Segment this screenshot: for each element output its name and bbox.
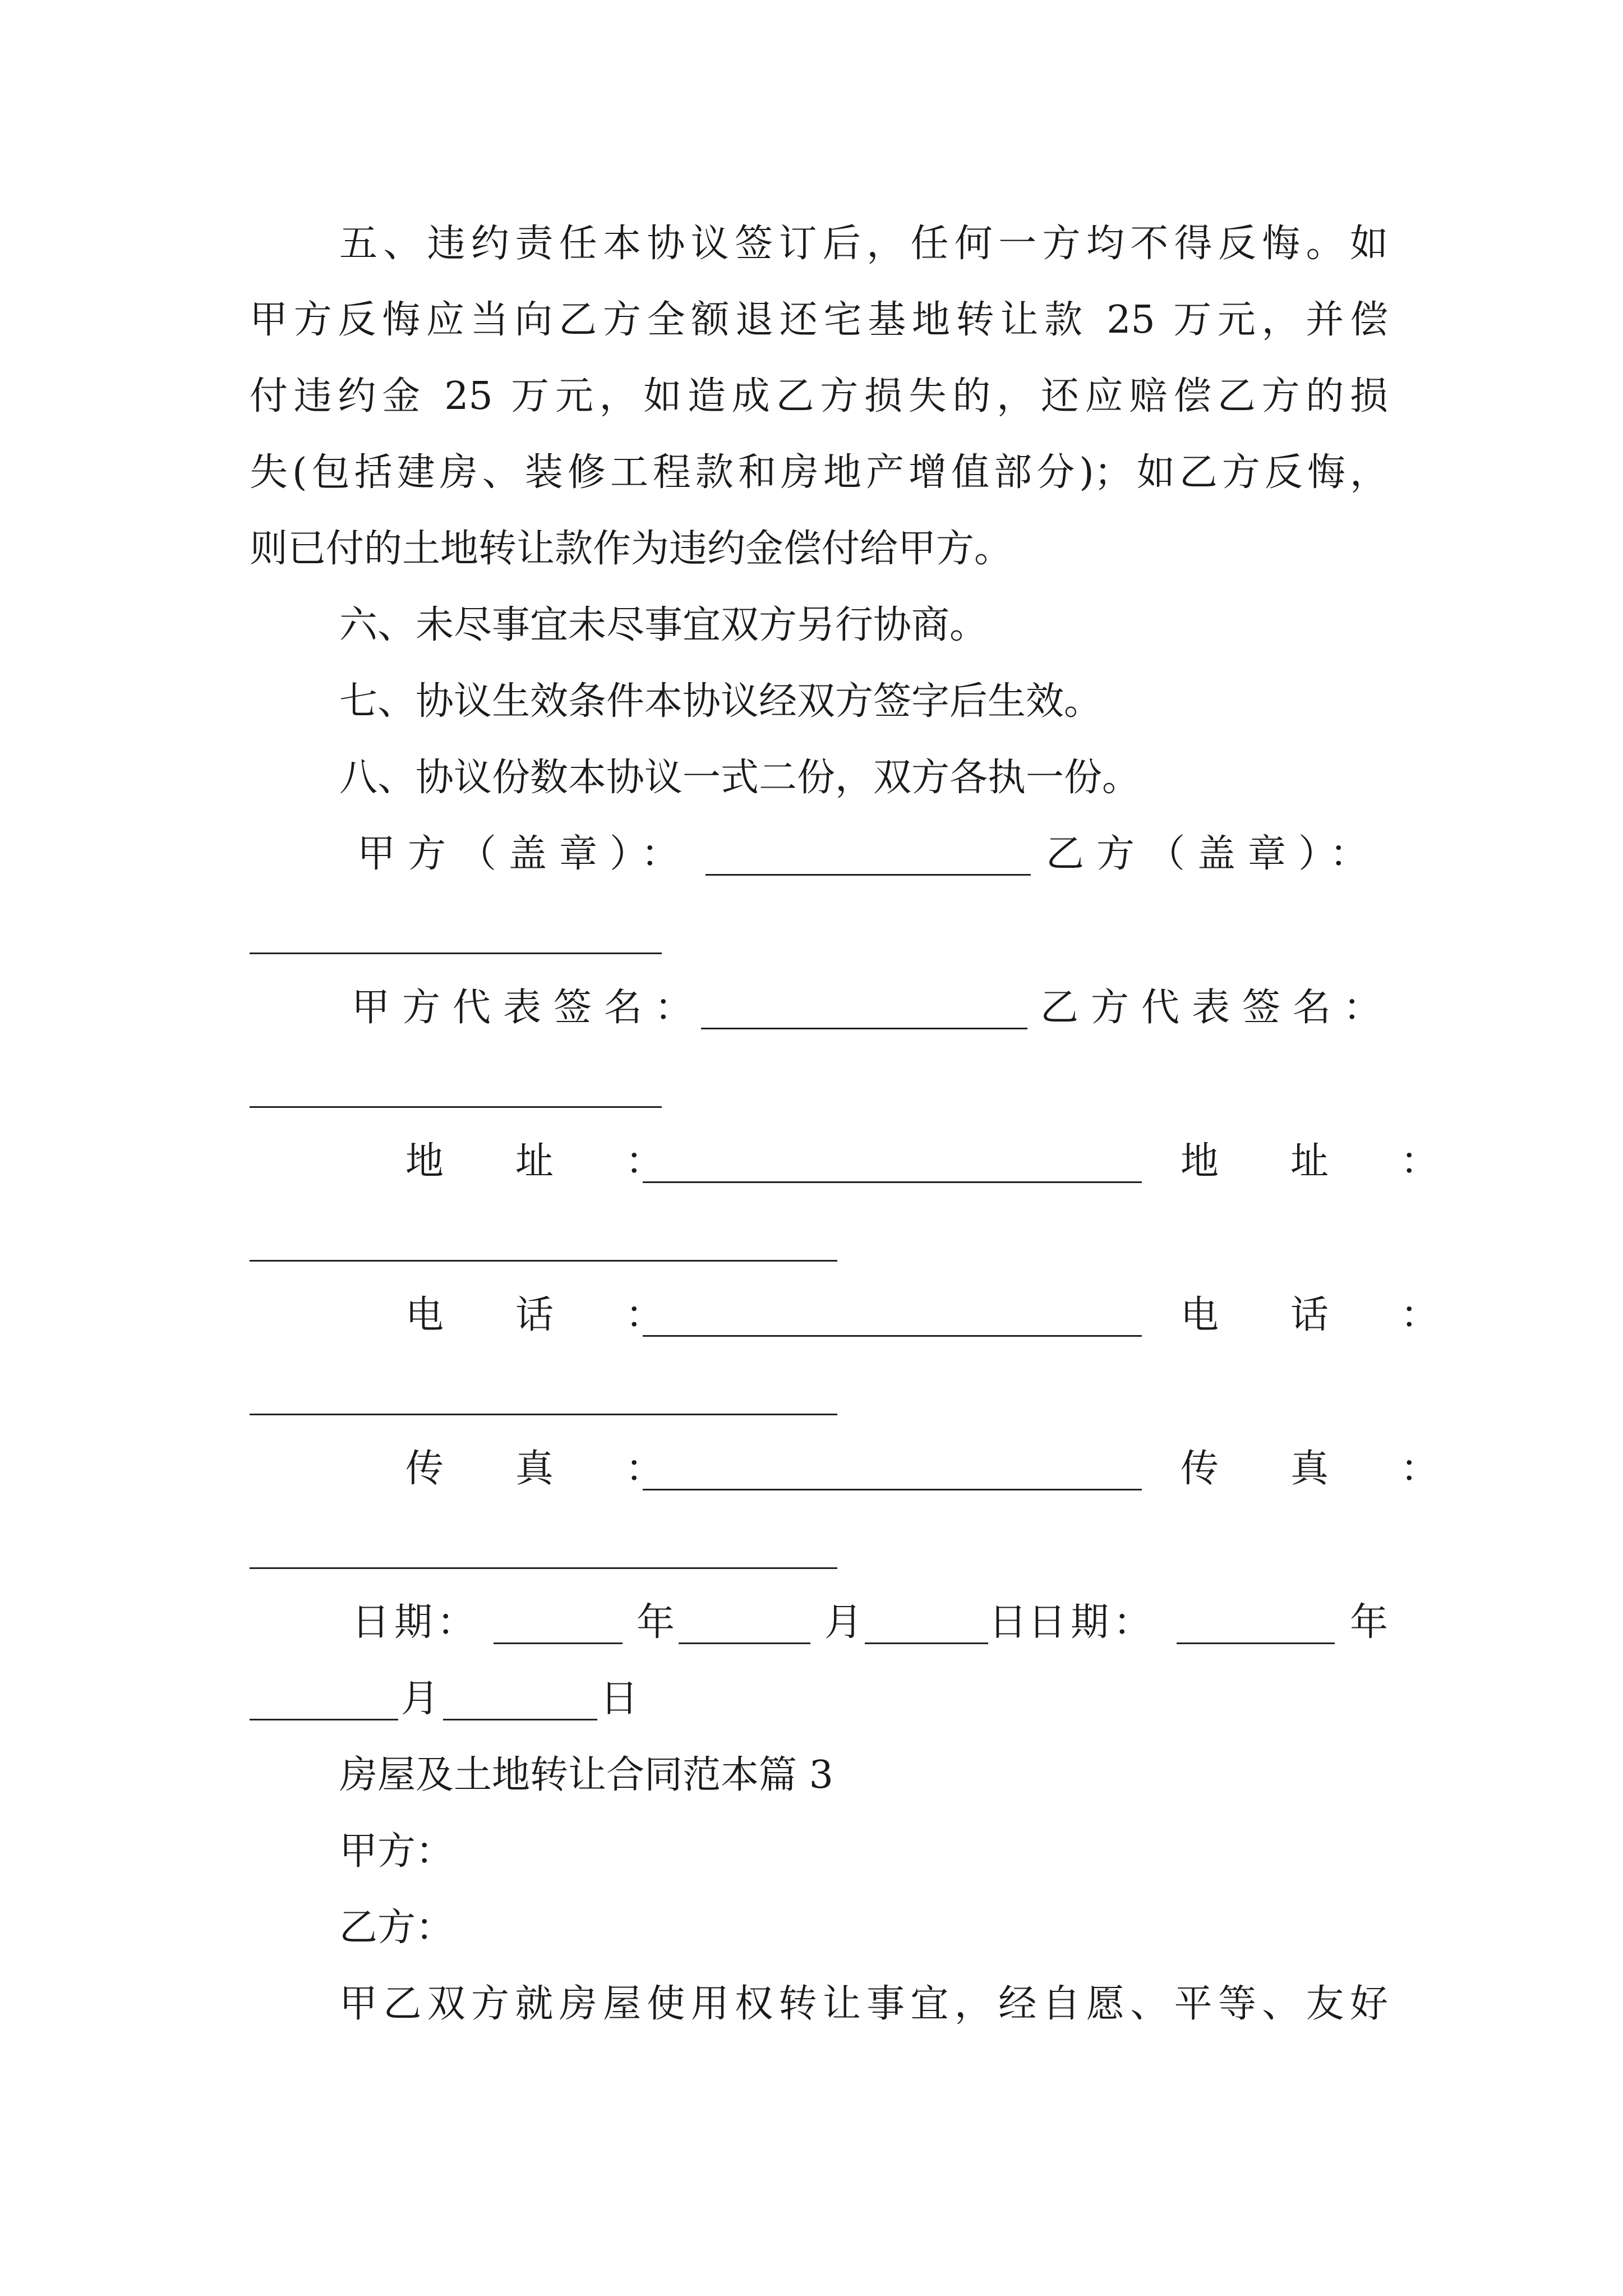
clause-8: 八、协议份数本协议一式二份，双方各执一份。 xyxy=(339,756,1141,800)
party-b-address-blank[interactable] xyxy=(250,1260,837,1262)
phone-row xyxy=(250,1290,1456,1341)
party-b-rep-label: 乙方代表签名： xyxy=(1040,986,1394,1030)
party-a-fax-blank[interactable] xyxy=(643,1489,1142,1490)
clause-5-line-5: 则已付的土地转让款作为违约金偿付给甲方。 xyxy=(250,527,1013,571)
party-a-rep-blank[interactable] xyxy=(701,1028,1027,1029)
date-b-day-blank[interactable] xyxy=(443,1719,597,1720)
seal-row xyxy=(250,829,1388,880)
party-b-fax-blank[interactable] xyxy=(250,1567,837,1569)
section-3-intro: 甲乙双方就房屋使用权转让事宜，经自愿、平等、友好 xyxy=(339,1982,1388,2026)
date-row xyxy=(250,1598,1388,1648)
party-a-phone-label: 电 话 ： xyxy=(405,1293,681,1337)
clause-5-line-4: 失(包括建房、装修工程款和房地产增值部分)；如乙方反悔， xyxy=(250,450,1388,495)
party-b-address-label: 地 址 ： xyxy=(1181,1139,1456,1184)
month-label-b: 月 xyxy=(401,1677,440,1721)
party-b-seal-blank[interactable] xyxy=(250,953,662,954)
year-label-b: 年 xyxy=(1350,1600,1389,1645)
address-row xyxy=(250,1137,1456,1187)
date-row-continued xyxy=(250,1674,1388,1724)
party-b-phone-label: 电 话 ： xyxy=(1181,1293,1456,1337)
party-b-seal-label: 乙方（盖章）： xyxy=(1046,832,1381,876)
date-a-month-blank[interactable] xyxy=(679,1642,810,1644)
fax-row xyxy=(250,1444,1456,1494)
section-3-title: 房屋及土地转让合同范本篇 3 xyxy=(339,1753,833,1797)
day-label-a: 日 xyxy=(989,1600,1027,1645)
day-label-b: 日 xyxy=(600,1677,639,1721)
clause-5-line-1: 五、违约责任本协议签订后，任何一方均不得反悔。如 xyxy=(339,222,1388,266)
date-label-a: 日期： xyxy=(352,1600,480,1645)
date-label-b: 日期： xyxy=(1028,1600,1156,1645)
party-a-rep-label: 甲方代表签名： xyxy=(352,986,706,1030)
representative-row xyxy=(250,983,1394,1033)
party-a-fax-label: 传 真 ： xyxy=(405,1447,681,1491)
party-a-address-blank[interactable] xyxy=(643,1181,1142,1183)
date-b-month-blank[interactable] xyxy=(250,1719,398,1720)
section-3-party-b: 乙方： xyxy=(339,1906,454,1950)
clause-7: 七、协议生效条件本协议经双方签字后生效。 xyxy=(339,679,1103,724)
party-b-phone-blank[interactable] xyxy=(250,1414,837,1415)
party-b-fax-label: 传 真 ： xyxy=(1181,1447,1456,1491)
party-a-address-label: 地 址 ： xyxy=(405,1139,681,1184)
date-a-year-blank[interactable] xyxy=(494,1642,623,1644)
date-a-day-blank[interactable] xyxy=(865,1642,988,1644)
clause-6: 六、未尽事宜未尽事宜双方另行协商。 xyxy=(339,603,988,647)
clause-5-line-2: 甲方反悔应当向乙方全额退还宅基地转让款 25 万元，并偿 xyxy=(250,298,1388,342)
month-label-a: 月 xyxy=(824,1600,863,1645)
party-a-phone-blank[interactable] xyxy=(643,1335,1142,1337)
party-a-seal-label: 甲方（盖章）： xyxy=(357,832,692,876)
party-b-rep-blank[interactable] xyxy=(250,1106,662,1108)
party-a-seal-blank[interactable] xyxy=(706,874,1031,876)
clause-5-line-3: 付违约金 25 万元，如造成乙方损失的，还应赔偿乙方的损 xyxy=(250,374,1388,418)
section-3-party-a: 甲方： xyxy=(339,1829,454,1874)
date-b-year-blank[interactable] xyxy=(1177,1642,1335,1644)
year-label-a: 年 xyxy=(637,1600,675,1645)
